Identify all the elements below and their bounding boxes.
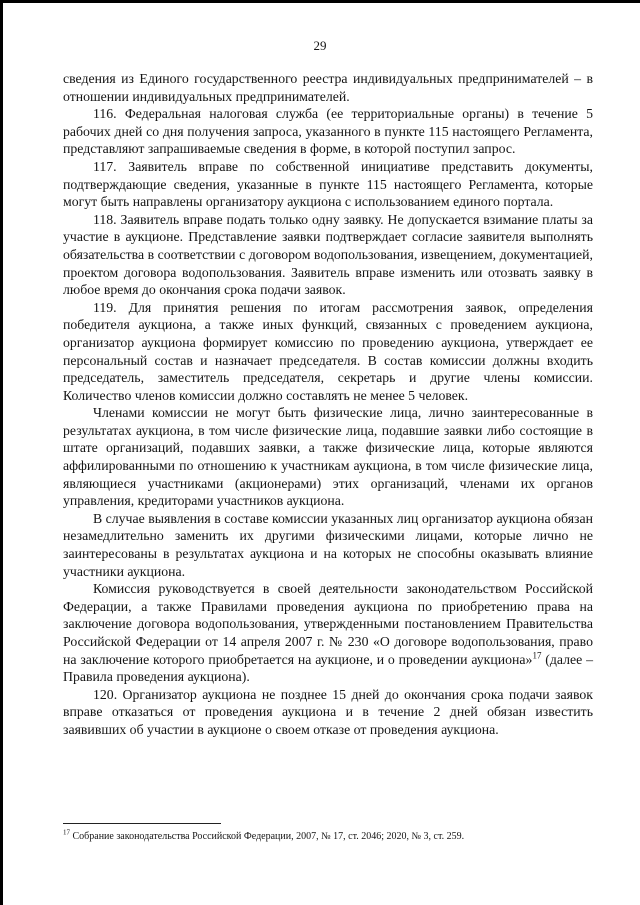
document-body — [63, 70, 593, 739]
paragraph-116: 116. Федеральная налоговая служба (ее территориальные органы) в течение 5 рабочих дней со дня получения запроса, указанного в пункте 115 настоящего Регламента, представляют запрашиваемые сведения в форме, в которой поступил запрос. — [63, 106, 593, 157]
paragraph-119-replacement: В случае выявления в составе комиссии указанных лиц организатор аукциона обязан незамедлительно заменить их другими физическими лицами, которые лично не заинтересованы в результатах аукциона и на которых не способны оказывать влияние участники аукциона. — [63, 510, 593, 579]
paragraph-119-commission-members: Членами комиссии не могут быть физические лица, лично заинтересованные в результатах аукциона, в том числе физические лица, подавшие заявки либо состоящие в штате организаций, подавших заявки, а также физические лица, которые являются аффилированными по отношению к участникам аукциона, в том числе физические лица, являющиеся участниками (акционерами) этих организаций, членами их органов управления, кредиторами участников аукциона. — [63, 405, 593, 509]
scan-border-left — [0, 0, 3, 905]
paragraph-119-legislation — [63, 580, 593, 686]
footnote-marker: 17 — [63, 828, 70, 837]
paragraph-119: 119. Для принятия решения по итогам рассмотрения заявок, определения победителя аукциона, а также иных функций, связанных с проведением аукциона, организатор аукциона формирует комиссию по проведению аукциона, утверждает ее персональный состав и назначает председателя. В состав комиссии должны входить председатель, заместитель председателя, секретарь и другие члены комиссии. Количество членов комиссии должно составлять не менее 5 человек. — [63, 299, 593, 403]
footnote-text: Собрание законодательства Российской Федерации, 2007, № 17, ст. 2046; 2020, № 3, ст. 259. — [70, 831, 465, 842]
footnote-17 — [63, 830, 593, 843]
footnote-reference-17[interactable]: 17 — [532, 650, 542, 660]
paragraph-117: 117. Заявитель вправе по собственной инициативе представить документы, подтверждающие сведения, указанные в пункте 115 настоящего Регламента, которые могут быть направлены организатору аукциона с использованием единого портала. — [63, 158, 593, 210]
paragraph-115-continuation: сведения из Единого государственного реестра индивидуальных предпринимателей – в отношении индивидуальных предпринимателей. — [63, 71, 593, 104]
paragraph-118: 118. Заявитель вправе подать только одну заявку. Не допускается взимание платы за участие в аукционе. Представление заявки подтверждает согласие заявителя выполнять обязательства в соответствии с договором водопользования, извещением, документацией, проектом договора водопользования. Заявитель вправе изменить или отозвать заявку в любое время до окончания срока подачи заявок. — [63, 211, 593, 298]
paragraph-120: 120. Организатор аукциона не позднее 15 дней до окончания срока подачи заявок вправе отказаться от проведения аукциона и в течение 2 дней обязан известить заявивших об участии в аукционе о своем отказе от проведения аукциона. — [63, 686, 593, 737]
scan-border-top — [0, 0, 640, 3]
legislation-text-end: (далее – Правила проведения аукциона). — [63, 651, 593, 685]
page-number: 29 — [313, 38, 327, 53]
footnote-separator — [63, 823, 221, 824]
legislation-text: Комиссия руководствуется в своей деятельности законодательством Российской Федерации, а также Правилами проведения аукциона по приобретению права на заключение договора водопользования, утвержденными постановлением Правительства Российской Федерации от 14 апреля 2007 г. № 230 «О договоре водопользования, право на заключение которого приобретается на аукционе, и о проведении аукциона» — [63, 581, 593, 667]
